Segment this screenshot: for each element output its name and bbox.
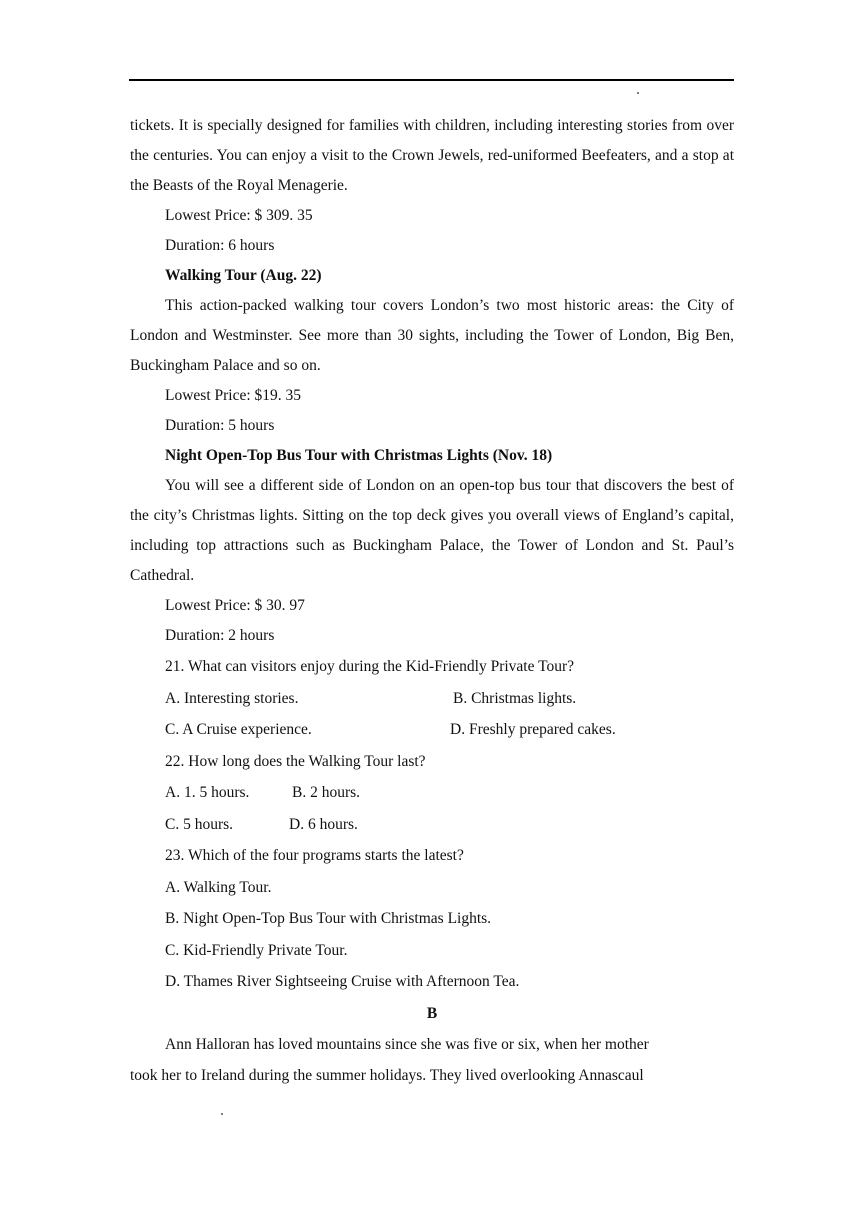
bus-tour-title: Night Open-Top Bus Tour with Christmas Lights (Nov. 18): [165, 447, 553, 464]
bus-tour-description: You will see a different side of London on an open-top bus tour that discovers the best of the city’s Christmas lights. Sitting on the top deck gives you overall views of England’s capital, including top attractions such as Buckingham Palace, the Tower of London and St. Paul’s Cathedral.: [130, 477, 734, 584]
header-dot-mark: [637, 92, 639, 94]
footer-dot-mark: [221, 1113, 223, 1115]
question-23-option-d[interactable]: D. Thames River Sightseeing Cruise with Afternoon Tea.: [165, 973, 520, 990]
question-23-stem: 23. Which of the four programs starts the latest?: [165, 847, 464, 864]
header-rule: [129, 79, 734, 81]
bus-tour-price: Lowest Price: $ 30. 97: [165, 597, 305, 614]
walking-tour-description: This action-packed walking tour covers London’s two most historic areas: the City of London and Westminster. See more than 30 sights, including the Tower of London, Big Ben, Buckingham Palace and so on.: [130, 297, 734, 374]
kid-tour-price: Lowest Price: $ 309. 35: [165, 207, 313, 224]
walking-tour-title: Walking Tour (Aug. 22): [165, 267, 322, 284]
question-22-stem: 22. How long does the Walking Tour last?: [165, 752, 426, 770]
question-23-option-b[interactable]: B. Night Open-Top Bus Tour with Christmas Lights.: [165, 910, 492, 927]
question-21-options-row-1: [130, 683, 734, 715]
bus-tour-duration: Duration: 2 hours: [165, 627, 275, 644]
section-b-line-1: Ann Halloran has loved mountains since she was five or six, when her mother: [165, 1035, 649, 1053]
question-22-option-d[interactable]: D. 6 hours.: [289, 815, 358, 833]
question-22-options-row-1: [130, 777, 734, 809]
section-b-heading: B: [426, 1004, 438, 1022]
question-22-option-b[interactable]: B. 2 hours.: [292, 784, 361, 801]
kid-tour-duration: Duration: 6 hours: [165, 237, 275, 254]
walking-tour-duration: Duration: 5 hours: [165, 417, 275, 434]
question-21-option-d[interactable]: D. Freshly prepared cakes.: [450, 721, 616, 738]
section-b-line-2: took her to Ireland during the summer holidays. They lived overlooking Annascaul: [130, 1066, 644, 1084]
question-22-option-c[interactable]: C. 5 hours.: [165, 815, 234, 833]
walking-tour-price: Lowest Price: $19. 35: [165, 387, 302, 404]
question-21-option-a[interactable]: A. Interesting stories.: [165, 689, 299, 707]
question-21-option-b[interactable]: B. Christmas lights.: [453, 689, 577, 707]
intro-paragraph: tickets. It is specially designed for families with children, including interesting stories from over the centuries. You can enjoy a visit to the Crown Jewels, red-uniformed Beefeaters, and a stop at the Beasts of the Royal Menagerie.: [130, 117, 734, 194]
document-page: [130, 111, 734, 1091]
question-23-option-a[interactable]: A. Walking Tour.: [165, 878, 272, 896]
question-21-options-row-2: [130, 714, 734, 746]
question-21-option-c[interactable]: C. A Cruise experience.: [165, 721, 312, 738]
question-23-option-c[interactable]: C. Kid-Friendly Private Tour.: [165, 941, 348, 959]
question-22-option-a[interactable]: A. 1. 5 hours.: [165, 784, 250, 801]
question-22-options-row-2: [130, 809, 734, 841]
question-21-stem: 21. What can visitors enjoy during the Kid-Friendly Private Tour?: [165, 658, 575, 675]
